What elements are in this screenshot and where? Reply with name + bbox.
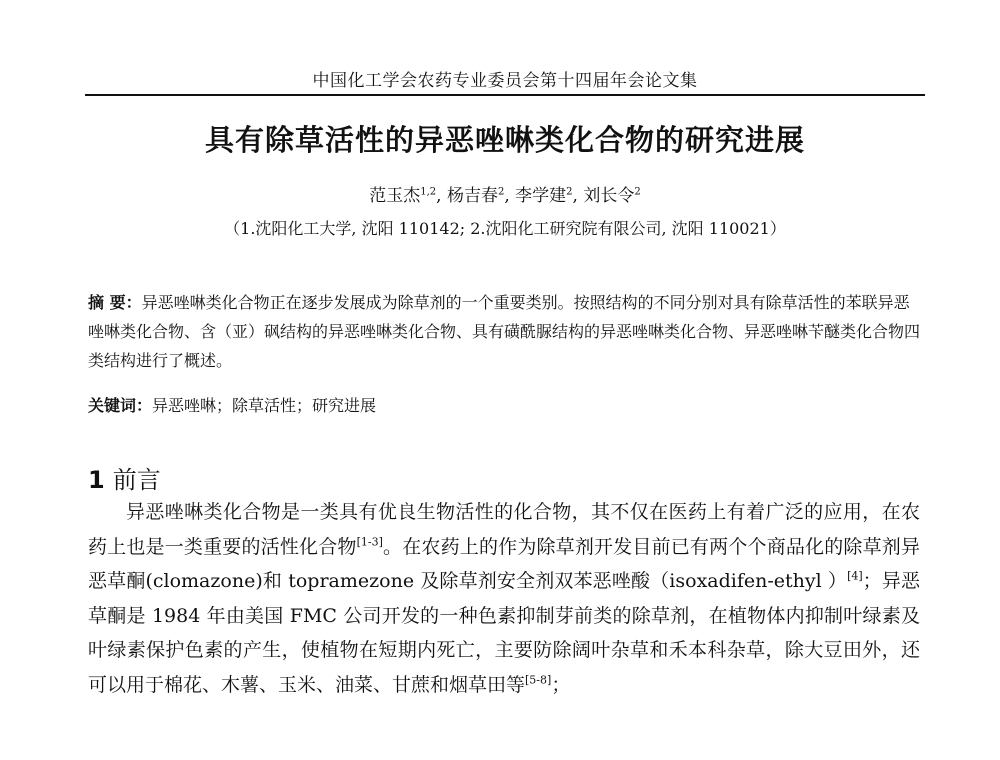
keywords-label: 关键词： bbox=[88, 396, 153, 415]
body-sentence: 异恶唑啉类化合物是一类具有优良生物活性的化合物，其不仅在医药上有着广泛的应用，在农药上也是一类重要的活性化合物 bbox=[88, 501, 920, 558]
author-affiliation-mark: 2 bbox=[566, 186, 573, 198]
author-line bbox=[85, 181, 925, 206]
author-name: 范玉杰 bbox=[369, 186, 421, 206]
section-number: 1 bbox=[88, 466, 105, 494]
author-separator: , bbox=[504, 186, 516, 206]
abstract bbox=[88, 288, 920, 375]
section-heading bbox=[88, 460, 161, 495]
body-sentence: ； bbox=[551, 673, 571, 696]
paper-title: 具有除草活性的异恶唑啉类化合物的研究进展 bbox=[204, 123, 805, 157]
citation: [1-3] bbox=[356, 535, 383, 549]
author-name: 杨吉春 bbox=[446, 186, 498, 206]
abstract-text: 异恶唑啉类化合物正在逐步发展成为除草剂的一个重要类别。按照结构的不同分别对具有除草活性的苯联异恶唑啉类化合物、含（亚）砜结构的异恶唑啉类化合物、具有磺酰脲结构的异恶唑啉类化合物、异恶唑啉苄醚类化合物四类结构进行了概述。 bbox=[88, 293, 921, 370]
affiliation-line: （1.沈阳化工大学, 沈阳 110142; 2.沈阳化工研究院有限公司, 沈阳 110021） bbox=[224, 219, 786, 238]
author-separator: , bbox=[572, 186, 584, 206]
citation: [5-8] bbox=[525, 673, 552, 687]
keywords bbox=[88, 393, 920, 416]
author-name: 刘长令 bbox=[583, 186, 635, 206]
body-sentence: ；异恶草酮是 1984 年由美国 FMC 公司开发的一种色素抑制芽前类的除草剂，在植物体内抑制叶绿素及叶绿素保护色素的产生，使植物在短期内死亡，主要防除阔叶杂草和禾本科杂草，除大豆田外，还可以用于棉花、木薯、玉米、油菜、甘蔗和烟草田等 bbox=[88, 570, 920, 696]
paragraph bbox=[88, 495, 920, 702]
author-separator: , bbox=[436, 186, 447, 206]
author-affiliation-mark: 1,2 bbox=[420, 186, 437, 198]
header-rule bbox=[85, 94, 925, 96]
keywords-text: 异恶唑啉；除草活性；研究进展 bbox=[152, 396, 377, 415]
running-head: 中国化工学会农药专业委员会第十四届年会论文集 bbox=[312, 71, 698, 91]
author-affiliation-mark: 2 bbox=[497, 186, 505, 198]
body-sentence: 。在农药上的作为除草剂开发目前已有两个个商品化的除草剂异恶草酮(clomazone)和 topramezone 及除草剂安全剂双苯恶唑酸（isoxadifen-ethyl ） bbox=[88, 535, 920, 592]
author-affiliation-mark: 2 bbox=[634, 186, 641, 198]
abstract-label: 摘 要： bbox=[88, 293, 142, 312]
author-name: 李学建 bbox=[515, 186, 567, 206]
body-text bbox=[88, 495, 920, 702]
section-title: 前言 bbox=[112, 466, 161, 494]
citation: [4] bbox=[847, 569, 863, 583]
